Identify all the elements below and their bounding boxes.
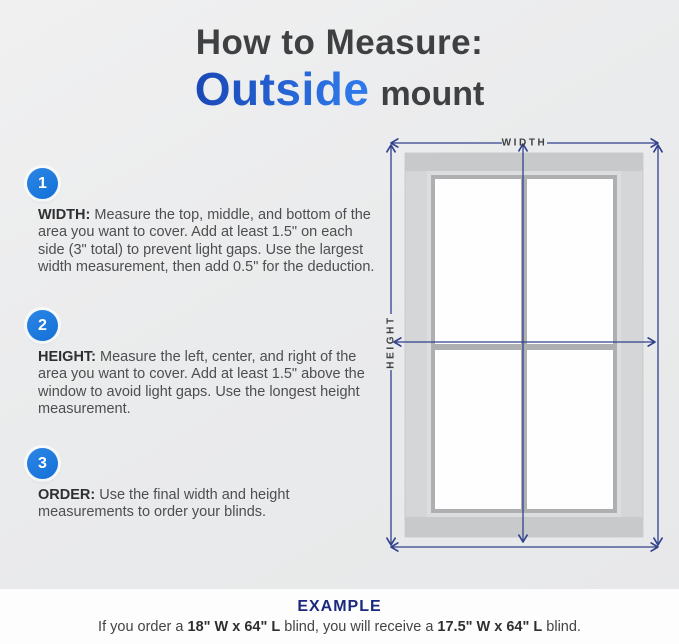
window-pane-top-left [435,179,521,344]
height-dimension-label: HEIGHT [385,315,397,369]
step-order [27,448,379,522]
page-title: How to Measure: [195,23,484,62]
step-3-body: Use the final width and height measurements to order your blinds. [38,487,290,521]
example-heading: EXAMPLE [297,598,382,615]
example-sentence [0,619,679,635]
step-2-text [38,349,378,419]
window-pane-bottom-left [435,350,521,509]
step-1-badge: 1 [27,168,58,199]
window-graphic [405,153,643,537]
step-2-badge: 2 [27,310,58,341]
step-1-label: WIDTH: [38,207,91,223]
window-pane-top-right [527,179,613,344]
example-ordered-size: 18" W x 64" L [187,619,281,635]
example-received-size: 17.5" W x 64" L [437,619,543,635]
mount-type-text: Outside [194,62,370,115]
window-diagram-svg [382,128,672,558]
step-1-body: Measure the top, middle, and bottom of the area you want to cover. Add at least 1.5" on each side (3" total) to prevent light gaps. Use the largest width measurement, then add 0.5" for the deduction. [38,207,375,276]
step-height [27,310,379,419]
step-3-badge: 3 [27,448,58,479]
step-2-body: Measure the left, center, and right of the area you want to cover. Add at least 1.5" above the window to avoid light gaps. Use the longest height measurement. [38,349,365,418]
step-3-label: ORDER: [38,487,96,503]
width-dimension-label: WIDTH [501,137,548,149]
step-3-text [38,487,378,522]
step-width [27,168,379,277]
mount-word-text: mount [380,74,485,113]
title-block [0,25,679,113]
window-measure-diagram [382,128,672,558]
window-head-band [405,153,643,171]
window-sill-band [405,517,643,537]
example-middle: blind, you will receive a [280,619,438,635]
step-1-text [38,207,378,277]
example-footer [0,589,679,644]
step-2-label: HEIGHT: [38,349,96,365]
example-prefix: If you order a [98,619,188,635]
example-suffix: blind. [542,619,581,635]
page-subtitle [0,62,679,115]
window-pane-bottom-right [527,350,613,509]
